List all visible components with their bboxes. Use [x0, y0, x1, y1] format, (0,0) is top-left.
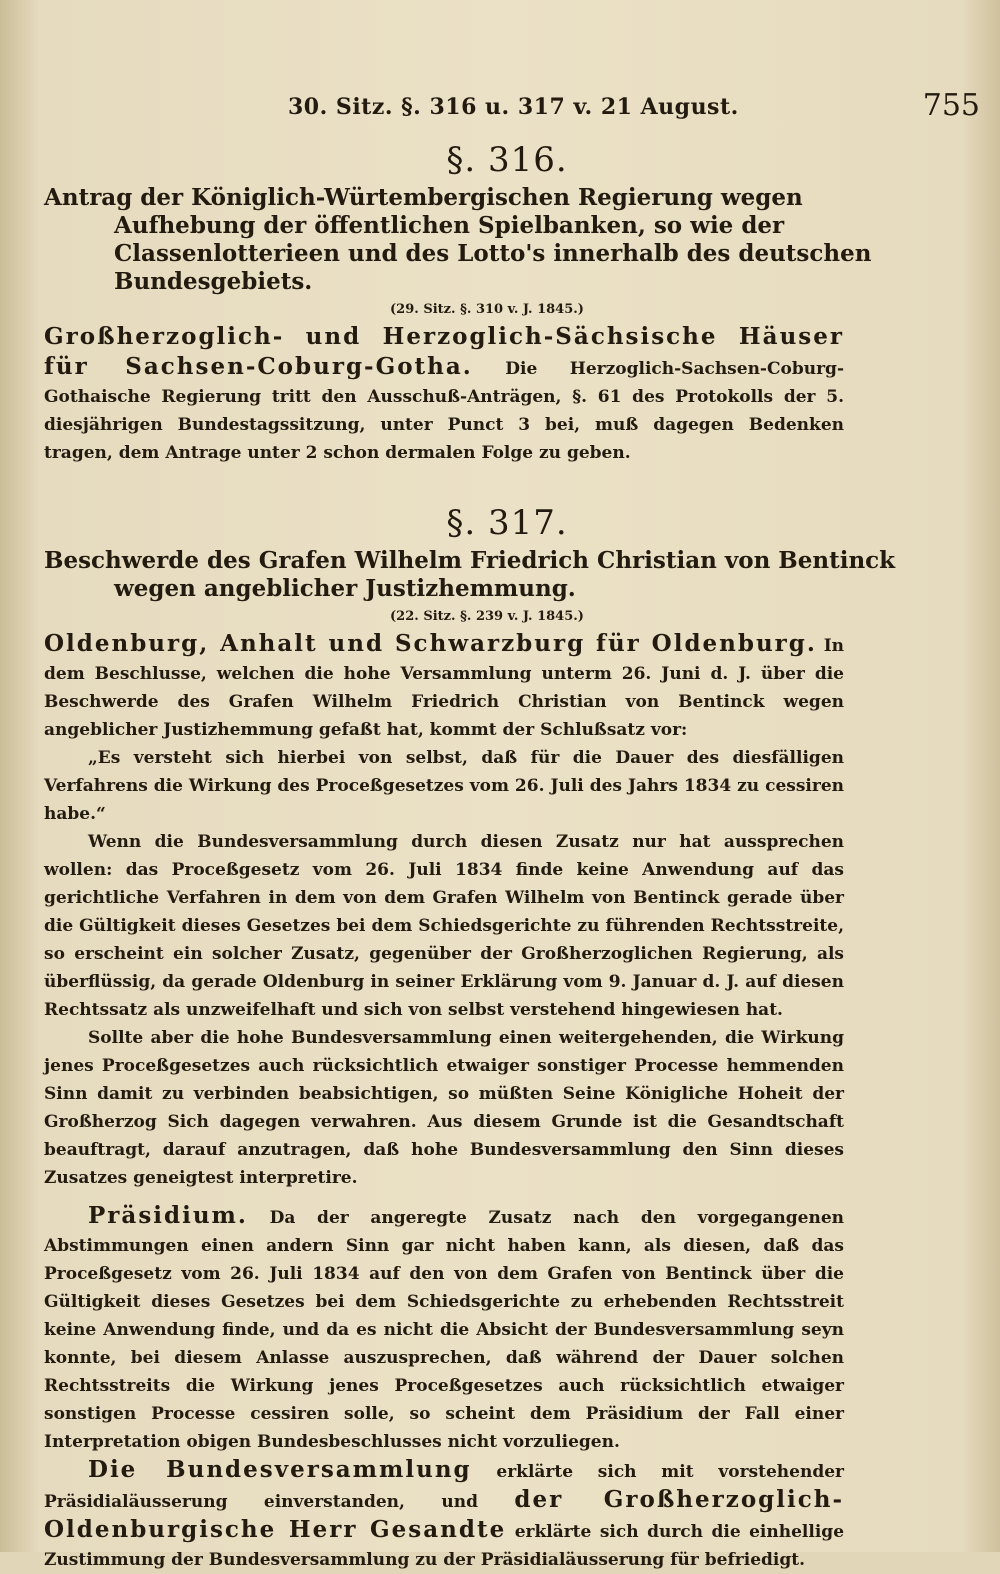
- presidium-text: Da der angeregte Zusatz nach den vorgegangenen Abstimmungen einen andern Sinn gar nicht haben kann, als diesen, daß das Proceßgesetz vom 26. Juli 1834 auf den von dem Grafen von Bentinck über die Gültigkeit dieses Gesetzes bei dem Schiedsgerichte zu erhebenden Rechtsstreit keine Anwendung finde, und da es nicht die Absicht der Bundesversammlung seyn konnte, bei diesem Anlasse auszusprechen, daß während der Dauer solchen Rechtsstreits die Wirkung jenes Proceßgesetzes auch rücksichtlich etwaiger sonstigen Processe cessiren solle, so scheint dem Präsidium der Fall einer Interpretation obigen Bundesbeschlusses nicht vorzuliegen.: [44, 1208, 844, 1452]
- resolution-speaker-2: der Großherzoglich-Oldenburgische Herr Gesandte: [44, 1486, 844, 1543]
- section-317-speaker: Oldenburg, Anhalt und Schwarzburg für Oldenburg.: [44, 630, 817, 657]
- section-317-title: Beschwerde des Grafen Wilhelm Friedrich Christian von Bentinck wegen angeblicher Justizhemmung.: [44, 547, 896, 602]
- section-317-resolution: [44, 1456, 844, 1574]
- section-316-heading: §. 316.: [446, 140, 568, 180]
- section-317-quote: „Es versteht sich hierbei von selbst, daß für die Dauer des diesfälligen Verfahrens die Wirkung des Proceßgesetzes vom 26. Juli des Jahrs 1834 zu cessiren habe.“: [44, 748, 844, 824]
- paragraph-gap: [44, 1192, 850, 1202]
- section-317-paragraph-1: [44, 630, 844, 744]
- section-317-heading: §. 317.: [446, 503, 568, 543]
- section-316-text: Die Herzoglich-Sachsen-Coburg-Gothaische Regierung tritt den Ausschuß-Anträgen, §. 61 des Protokolls der 5. diesjährigen Bundestagssitzung, unter Punct 3 bei, muß dagegen Bedenken tragen, dem Antrage unter 2 schon dermalen Folge zu geben.: [44, 359, 844, 463]
- section-316-reference: (29. Sitz. §. 310 v. J. 1845.): [390, 302, 584, 317]
- resolution-text-1: erklärte sich mit vorstehender Präsidialäusserung einverstanden, und: [44, 1462, 844, 1512]
- resolution-text-2: erklärte sich durch die einhellige Zustimmung der Bundesversammlung zu der Präsidialäusserung für befriedigt.: [44, 1522, 845, 1570]
- section-316-paragraph: [44, 323, 844, 467]
- running-title: 30. Sitz. §. 316 u. 317 v. 21 August.: [288, 94, 739, 120]
- presidium-speaker: Präsidium.: [88, 1202, 248, 1229]
- section-317-reference: (22. Sitz. §. 239 v. J. 1845.): [390, 609, 584, 624]
- section-317-text-1: In dem Beschlusse, welchen die hohe Versammlung unterm 26. Juni d. J. über die Beschwerde des Grafen Wilhelm Friedrich Christian von Bentinck wegen angeblicher Justizhemmung gefaßt hat, kommt der Schlußsatz vor:: [44, 636, 844, 740]
- section-317-presidium: [44, 1202, 844, 1456]
- section-316-speaker: Großherzoglich- und Herzoglich-Sächsische Häuser für Sachsen-Coburg-Gotha.: [44, 323, 844, 380]
- section-gap: [44, 467, 850, 491]
- page-header: [44, 88, 980, 128]
- page-number: 755: [922, 88, 980, 123]
- section-316-title: Antrag der Königlich-Würtembergischen Regierung wegen Aufhebung der öffentlichen Spielbanken, so wie der Classenlotterieen und des Lotto's innerhalb des deutschen Bundesgebiets.: [44, 184, 872, 295]
- resolution-speaker-1: Die Bundesversammlung: [88, 1456, 472, 1483]
- section-317-paragraph-3: Sollte aber die hohe Bundesversammlung einen weitergehenden, die Wirkung jenes Proceßgesetzes auch rücksichtlich etwaiger sonstiger Processe hemmenden Sinn damit zu verbinden beabsichtigen, so müßten Seine Königliche Hoheit der Großherzog Sich dagegen verwahren. Aus diesem Grunde ist die Gesandtschaft beauftragt, darauf anzutragen, daß hohe Bundesversammlung den Sinn dieses Zusatzes geneigtest interpretire.: [44, 1028, 844, 1188]
- section-317-paragraph-2: Wenn die Bundesversammlung durch diesen Zusatz nur hat aussprechen wollen: das Proceßgesetz vom 26. Juli 1834 finde keine Anwendung auf das gerichtliche Verfahren in dem von dem Grafen Wilhelm von Bentinck gerade über die Gültigkeit dieses Gesetzes bei dem Schiedsgerichte zu führenden Rechtsstreite, so erscheint ein solcher Zusatz, gegenüber der Großherzoglichen Regierung, als überflüssig, da gerade Oldenburg in seiner Erklärung vom 9. Januar d. J. auf diesen Rechtssatz als unzweifelhaft und sich von selbst verstehend hingewiesen hat.: [44, 832, 844, 1020]
